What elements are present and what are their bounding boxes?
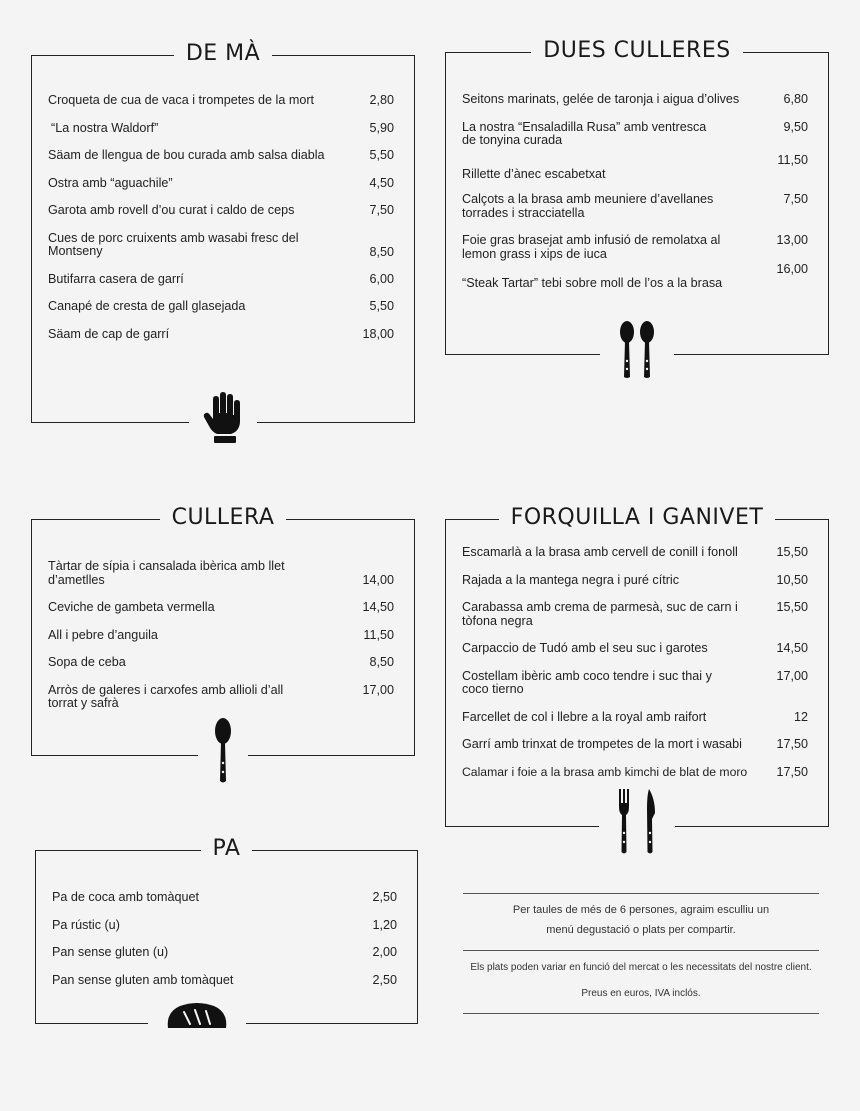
section-forquilla-i-ganivet (445, 505, 829, 827)
section-cullera (31, 505, 415, 756)
menu-item (48, 328, 394, 342)
dish-price: 2,50 (372, 972, 397, 987)
section-title: CULLERA (160, 498, 287, 538)
hand-icon (203, 391, 243, 443)
notes-block (463, 893, 819, 1014)
menu-item (48, 273, 394, 287)
dish-name: “La nostra Waldorf” (51, 120, 159, 135)
dish-name: Costellam ibèric amb coco tendre i suc thai y coco tierno (462, 668, 712, 696)
two-spoons-icon (618, 321, 656, 379)
dish-name: Säam de cap de garrí (48, 326, 170, 341)
dish-price: 1,20 (372, 917, 397, 932)
dish-price: 9,50 (783, 119, 808, 134)
menu-item (462, 738, 808, 752)
menu-item (462, 601, 808, 628)
dish-name: Cues de porc cruixents amb wasabi fresc del Montseny (48, 230, 299, 258)
menu-item (48, 560, 394, 587)
dish-price: 11,50 (777, 152, 808, 167)
menu-item (462, 193, 808, 220)
section-dues-culleres (445, 38, 829, 355)
dish-name: Farcellet de col i llebre a la royal amb raifort (462, 709, 707, 724)
menu-item (48, 232, 394, 259)
dish-name: La nostra “Ensaladilla Rusa” amb ventresca de tonyina curada (462, 119, 707, 147)
group-note-line1: Per taules de més de 6 persones, agraim esculliu un (512, 904, 770, 916)
dish-name: Carabassa amb crema de parmesà, suc de carn i tòfona negra (462, 600, 738, 628)
dish-price: 5,50 (369, 299, 394, 313)
dish-price: 17,00 (362, 682, 394, 697)
dish-name: Ostra amb “aguachile” (48, 175, 173, 190)
dish-price: 17,50 (776, 764, 808, 779)
menu-item (462, 234, 808, 261)
dish-name: Garota amb rovell d’ou curat i caldo de ceps (48, 203, 295, 217)
dish-name: Pan sense gluten (u) (52, 945, 169, 959)
dish-name: Arròs de galeres i carxofes amb allioli d’all torrat y safrà (48, 682, 284, 710)
menu-item (462, 642, 808, 656)
menu-item (48, 601, 394, 615)
menu-item (48, 300, 394, 314)
dish-name: Pa de coca amb tomàquet (52, 890, 200, 904)
dish-price: 15,50 (776, 600, 808, 614)
menu-item (48, 629, 394, 643)
section-title: PA (201, 829, 253, 869)
menu-item (462, 670, 808, 697)
dish-name: Seitons marinats, gelée de taronja i aigua d’olives (462, 92, 740, 106)
dish-price: 15,50 (776, 545, 808, 559)
dish-price: 5,90 (369, 120, 394, 135)
dish-price: 4,50 (369, 175, 394, 190)
section-title: FORQUILLA I GANIVET (499, 498, 776, 538)
market-note: Els plats poden variar en funció del mercat o les necessitats del nostre client. (470, 962, 812, 973)
dish-name: Säam de llengua de bou curada amb salsa diabla (48, 148, 325, 162)
dish-name: Rillette d’ànec escabetxat (462, 166, 606, 181)
dish-price: 6,00 (369, 271, 394, 286)
dish-price: 12 (793, 709, 808, 724)
menu-item (462, 154, 808, 182)
menu-item (462, 121, 808, 148)
menu-item (48, 684, 394, 711)
section-title: DUES CULLERES (531, 31, 742, 71)
section-de-ma (31, 41, 415, 423)
dish-name: Calamar i foie a la brasa amb kimchi de blat de moro (462, 764, 748, 779)
dish-name: Croqueta de cua de vaca i trompetes de la mort (48, 93, 315, 107)
prices-note: Preus en euros, IVA inclós. (581, 988, 701, 999)
dish-price: 14,50 (362, 600, 394, 614)
dish-name: All i pebre d’anguila (48, 627, 158, 642)
dish-price: 7,50 (783, 192, 808, 206)
menu-item (462, 711, 808, 725)
dish-name: Carpaccio de Tudó amb el seu suc i garotes (462, 641, 708, 655)
menu-item (462, 574, 808, 588)
menu-item (48, 656, 394, 670)
menu-item (462, 546, 808, 560)
dish-name: Sopa de ceba (48, 655, 126, 669)
menu-item (48, 122, 394, 136)
dish-name: Ceviche de gambeta vermella (48, 600, 215, 614)
dish-price: 11,50 (363, 627, 394, 642)
dish-name: Garrí amb trinxat de trompetes de la mort i wasabi (462, 737, 742, 751)
dish-name: “Steak Tartar” tebi sobre moll de l’os a la brasa (462, 276, 723, 290)
menu-list (48, 94, 394, 355)
fork-knife-icon (617, 789, 657, 855)
menu-item (52, 946, 397, 960)
menu-item (462, 93, 808, 107)
bread-icon (166, 1002, 228, 1032)
dish-price: 17,00 (776, 668, 808, 683)
menu-item (52, 891, 397, 905)
dish-price: 14,00 (362, 573, 394, 587)
section-pa (35, 836, 418, 1024)
dish-name: Pa rústic (u) (52, 917, 120, 932)
menu-item (462, 766, 808, 780)
dish-price: 2,50 (372, 890, 397, 904)
spoon-icon (212, 718, 234, 784)
dish-price: 5,50 (369, 148, 394, 162)
menu-item (52, 919, 397, 933)
dish-price: 6,80 (783, 92, 808, 106)
group-note-line2: menú degustació o plats per compartir. (546, 924, 736, 936)
dish-price: 2,00 (372, 945, 397, 959)
menu-item (48, 177, 394, 191)
dish-price: 14,50 (776, 641, 808, 655)
menu-list (462, 546, 808, 793)
dish-price: 10,50 (776, 572, 808, 587)
dish-price: 13,00 (776, 233, 808, 247)
dish-name: Rajada a la mantega negra i puré cítric (462, 572, 680, 587)
menu-item (48, 149, 394, 163)
menu-list (48, 560, 394, 725)
dish-name: Foie gras brasejat amb infusió de remolatxa al lemon grass i xips de iuca (462, 233, 721, 261)
divider (463, 1013, 819, 1014)
dish-price: 18,00 (362, 326, 394, 341)
menu-item (462, 262, 808, 291)
dish-price: 7,50 (369, 203, 394, 217)
dish-name: Escamarlà a la brasa amb cervell de conill i fonoll (462, 545, 738, 559)
dish-price: 8,50 (369, 655, 394, 669)
dish-name: Butifarra casera de garrí (48, 271, 184, 286)
menu-item (48, 204, 394, 218)
dish-price: 8,50 (369, 244, 394, 259)
dish-price: 2,80 (369, 93, 394, 107)
menu-item (48, 94, 394, 108)
dish-price: 16,00 (776, 262, 808, 276)
dish-name: Pan sense gluten amb tomàquet (52, 972, 234, 987)
dish-name: Canapé de cresta de gall glasejada (48, 299, 246, 313)
menu-item (52, 974, 397, 988)
menu-list (52, 891, 397, 1001)
dish-name: Calçots a la brasa amb meuniere d’avellanes torrades i stracciatella (462, 192, 714, 220)
dish-name: Tàrtar de sípia i cansalada ibèrica amb llet d’ametlles (48, 559, 285, 587)
menu-list (462, 93, 808, 305)
dish-price: 17,50 (776, 737, 808, 751)
section-title: DE MÀ (174, 34, 272, 74)
